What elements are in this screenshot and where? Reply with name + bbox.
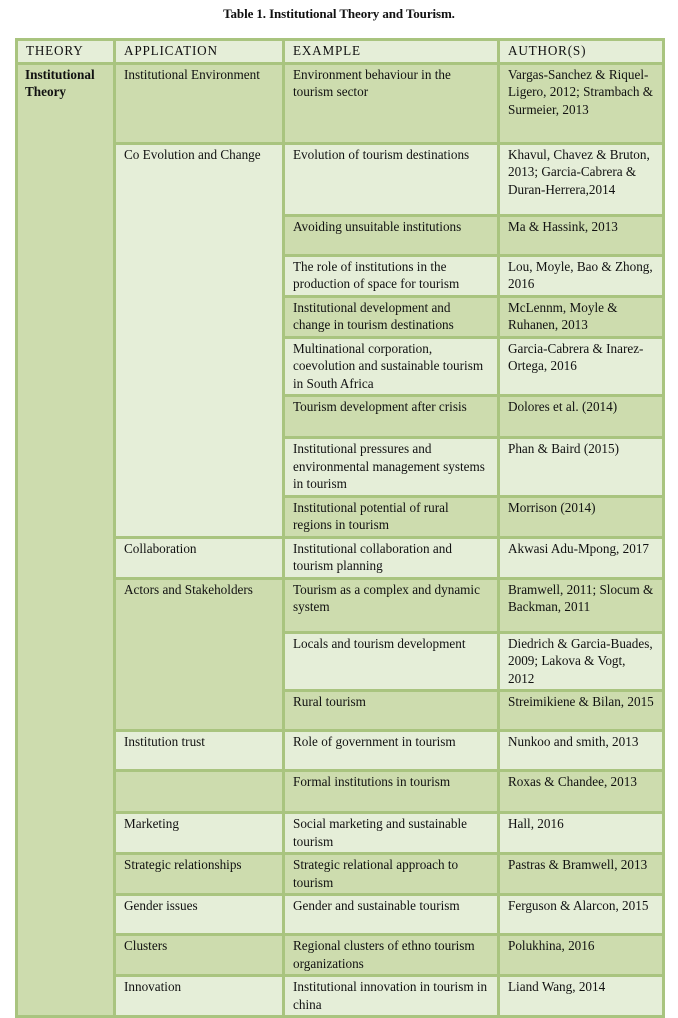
table-row [17,813,664,854]
application-cell: Clusters [115,935,284,976]
author-cell: Roxas & Chandee, 2013 [499,771,664,813]
example-cell: Role of government in tourism [284,731,499,771]
example-cell: Environment behaviour in the tourism sector [284,63,499,143]
example-cell: Institutional development and change in tourism destinations [284,296,499,337]
application-cell: Actors and Stakeholders [115,578,284,731]
header-theory: THEORY [17,40,115,64]
author-cell: Phan & Baird (2015) [499,438,664,497]
example-cell: Tourism as a complex and dynamic system [284,578,499,632]
author-cell: Ferguson & Alarcon, 2015 [499,895,664,935]
author-cell: Lou, Moyle, Bao & Zhong, 2016 [499,255,664,296]
table-row [17,731,664,771]
table-row [17,63,664,143]
application-cell: Institution trust [115,731,284,771]
author-cell: Khavul, Chavez & Bruton, 2013; Garcia-Cabrera & Duran-Herrera,2014 [499,143,664,215]
theory-cell: Institutional Theory [17,63,115,1017]
table-row [17,578,664,632]
table-row [17,771,664,813]
example-cell: Social marketing and sustainable tourism [284,813,499,854]
table-row [17,935,664,976]
table-row [17,537,664,578]
example-cell: Institutional innovation in tourism in china [284,976,499,1017]
author-cell: Diedrich & Garcia-Buades, 2009; Lakova & Vogt, 2012 [499,632,664,691]
example-cell: Evolution of tourism destinations [284,143,499,215]
example-cell: Avoiding unsuitable institutions [284,215,499,255]
example-cell: The role of institutions in the production of space for tourism [284,255,499,296]
header-example: EXAMPLE [284,40,499,64]
example-cell: Rural tourism [284,691,499,731]
example-cell: Multinational corporation, coevolution and sustainable tourism in South Africa [284,337,499,396]
example-cell: Regional clusters of ethno tourism organizations [284,935,499,976]
author-cell: Polukhina, 2016 [499,935,664,976]
author-cell: Akwasi Adu-Mpong, 2017 [499,537,664,578]
author-cell: Liand Wang, 2014 [499,976,664,1017]
example-cell: Gender and sustainable tourism [284,895,499,935]
table-row [17,854,664,895]
author-cell: Nunkoo and smith, 2013 [499,731,664,771]
table-row [17,143,664,215]
table-row [17,976,664,1017]
author-cell: Garcia-Cabrera & Inarez-Ortega, 2016 [499,337,664,396]
author-cell: Vargas-Sanchez & Riquel-Ligero, 2012; Strambach & Surmeier, 2013 [499,63,664,143]
table-row [17,895,664,935]
author-cell: Streimikiene & Bilan, 2015 [499,691,664,731]
application-cell: Gender issues [115,895,284,935]
header-application: APPLICATION [115,40,284,64]
example-cell: Formal institutions in tourism [284,771,499,813]
author-cell: Morrison (2014) [499,496,664,537]
author-cell: Dolores et al. (2014) [499,396,664,438]
application-cell: Innovation [115,976,284,1017]
application-cell: Co Evolution and Change [115,143,284,537]
institutional-theory-table [15,38,665,1018]
application-cell: Strategic relationships [115,854,284,895]
application-cell: Marketing [115,813,284,854]
example-cell: Locals and tourism development [284,632,499,691]
application-cell: Collaboration [115,537,284,578]
example-cell: Institutional collaboration and tourism planning [284,537,499,578]
author-cell: Ma & Hassink, 2013 [499,215,664,255]
application-cell [115,771,284,813]
author-cell: McLennm, Moyle & Ruhanen, 2013 [499,296,664,337]
header-authors: AUTHOR(S) [499,40,664,64]
example-cell: Institutional potential of rural regions in tourism [284,496,499,537]
author-cell: Bramwell, 2011; Slocum & Backman, 2011 [499,578,664,632]
example-cell: Strategic relational approach to tourism [284,854,499,895]
table-caption: Table 1. Institutional Theory and Tourism. [223,6,455,21]
example-cell: Tourism development after crisis [284,396,499,438]
example-cell: Institutional pressures and environmental management systems in tourism [284,438,499,497]
author-cell: Pastras & Bramwell, 2013 [499,854,664,895]
header-row [17,40,664,64]
application-cell: Institutional Environment [115,63,284,143]
author-cell: Hall, 2016 [499,813,664,854]
